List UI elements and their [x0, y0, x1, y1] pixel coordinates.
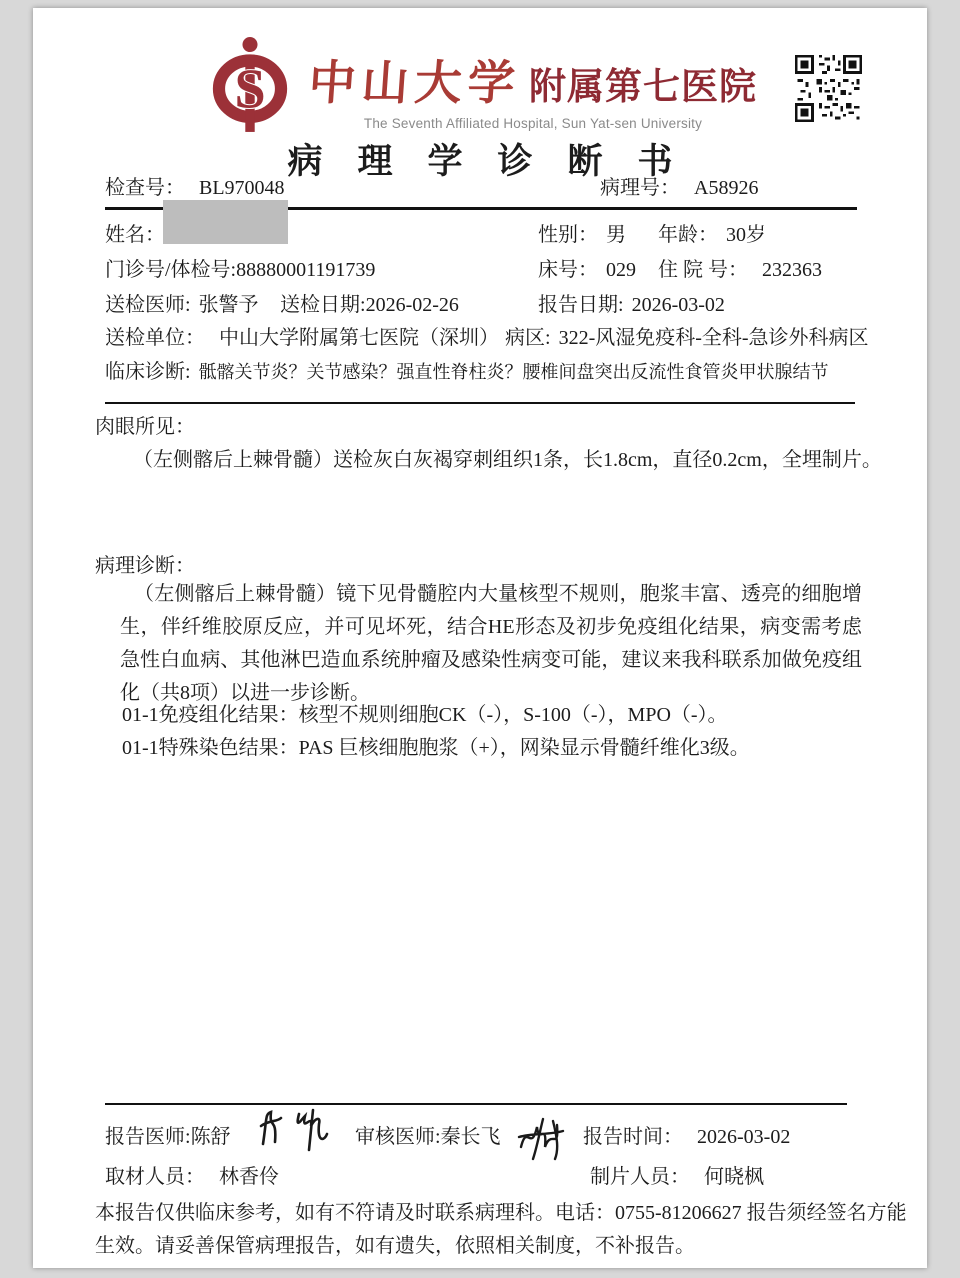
exam-number-row	[105, 171, 285, 200]
path-no-label: 病理号：	[600, 177, 680, 199]
exam-no-value: BL970048	[199, 177, 285, 199]
bed-label: 床号：	[538, 259, 598, 281]
hospital-header	[33, 36, 927, 132]
sysu-logo-icon	[203, 36, 297, 132]
review-doctor-signature	[513, 1113, 571, 1163]
report-time-label: 报告时间：	[583, 1126, 683, 1148]
report-date-row	[538, 288, 725, 317]
review-doctor-label: 审核医师:	[355, 1126, 441, 1148]
report-doctor-row	[105, 1120, 231, 1149]
review-doctor-row	[355, 1120, 501, 1149]
hospital-name: 附属第七医院	[529, 67, 757, 108]
gender-label: 性别：	[538, 224, 598, 246]
submit-date-value: 2026-02-26	[365, 294, 459, 316]
footer-divider	[105, 1103, 847, 1105]
section-divider	[105, 402, 855, 404]
hospital-name-english: The Seventh Affiliated Hospital, Sun Yat-sen University	[363, 116, 703, 131]
svg-text:S: S	[234, 58, 266, 121]
bed-row	[538, 253, 636, 282]
outpatient-row	[105, 253, 375, 282]
sampler-row	[105, 1160, 279, 1189]
gross-findings-text: （左侧髂后上棘骨髓）送检灰白灰褐穿刺组织1条，长1.8cm，直径0.2cm，全埋制片。	[133, 449, 882, 471]
sampler-value: 林香伶	[219, 1166, 279, 1188]
name-redaction-box	[163, 200, 288, 244]
report-time-row	[583, 1120, 790, 1149]
age-row	[658, 218, 766, 247]
clinical-diagnosis-row	[105, 355, 829, 384]
report-time-value: 2026-03-02	[697, 1126, 791, 1148]
age-label: 年龄：	[658, 224, 718, 246]
diagnosis-heading: 病理诊断：	[95, 555, 195, 577]
gross-findings-heading: 肉眼所见：	[95, 416, 195, 438]
age-value: 30岁	[726, 224, 766, 246]
report-doctor-value: 陈舒	[190, 1126, 231, 1148]
report-page	[33, 8, 927, 1268]
exam-no-label: 检查号：	[105, 177, 185, 199]
university-name: 中山大学	[306, 58, 523, 110]
gender-value: 男	[606, 224, 626, 246]
report-date-value: 2026-03-02	[631, 294, 725, 316]
clinical-dx-label: 临床诊断:	[105, 361, 191, 383]
name-label: 姓名：	[105, 224, 165, 246]
inpatient-label: 住 院 号：	[658, 259, 748, 281]
submit-date-label: 送检日期:	[280, 294, 366, 316]
bed-value: 029	[606, 259, 636, 281]
submit-doctor-value: 张警予	[198, 294, 259, 316]
ward-value: 322-风湿免疫科-全科-急诊外科病区	[558, 327, 869, 349]
diagnosis-text: （左侧髂后上棘骨髓）镜下见骨髓腔内大量核型不规则，胞浆丰富、透亮的细胞增生，伴纤维胶原反应，并可见坏死，结合HE形态及初步免疫组化结果，病变需考虑急性白血病、其他淋巴造血系统肿瘤及感染性病变可能，建议来我科联系加做免疫组化（共8项）以进一步诊断。	[120, 583, 862, 704]
submit-doctor-label: 送检医师:	[105, 294, 191, 316]
submit-date-row	[280, 288, 459, 317]
path-no-value: A58926	[694, 177, 759, 199]
report-date-label: 报告日期:	[538, 294, 624, 316]
submit-unit-row	[105, 321, 499, 350]
ihc-result-line: 01-1免疫组化结果：核型不规则细胞CK（-），S-100（-），MPO（-）。	[122, 704, 728, 726]
review-doctor-value: 秦长飞	[440, 1126, 501, 1148]
report-doctor-label: 报告医师:	[105, 1126, 191, 1148]
submit-unit-label: 送检单位：	[105, 327, 205, 349]
sampler-label: 取材人员：	[105, 1166, 205, 1188]
qr-code	[795, 55, 862, 122]
submit-doctor-row	[105, 288, 259, 317]
pathology-number-row	[600, 171, 758, 200]
disclaimer-text: 本报告仅供临床参考，如有不符请及时联系病理科。电话：0755-81206627 报告须经签名方能生效。请妥善保管病理报告，如有遗失，依照相关制度，不补报告。	[95, 1202, 907, 1257]
slide-maker-row	[590, 1160, 764, 1189]
name-row	[105, 218, 165, 247]
document-title: 病理学诊断书	[287, 142, 708, 181]
outpatient-label: 门诊号/体检号:	[105, 259, 237, 281]
slide-maker-value: 何晓枫	[704, 1166, 764, 1188]
special-stain-line: 01-1特殊染色结果：PAS 巨核细胞胞浆（+），网染显示骨髓纤维化3级。	[122, 737, 750, 759]
submit-unit-value: 中山大学附属第七医院（深圳）	[219, 327, 499, 349]
slide-maker-label: 制片人员：	[590, 1166, 690, 1188]
inpatient-value: 232363	[762, 259, 822, 281]
ward-row	[505, 321, 869, 350]
gender-row	[538, 218, 626, 247]
outpatient-value: 88880001191739	[236, 259, 376, 281]
report-doctor-signature	[255, 1104, 341, 1152]
ward-label: 病区:	[505, 327, 551, 349]
clinical-dx-value: 骶髂关节炎？关节感染？强直性脊柱炎？腰椎间盘突出反流性食管炎甲状腺结节	[198, 362, 829, 382]
inpatient-row	[658, 253, 822, 282]
